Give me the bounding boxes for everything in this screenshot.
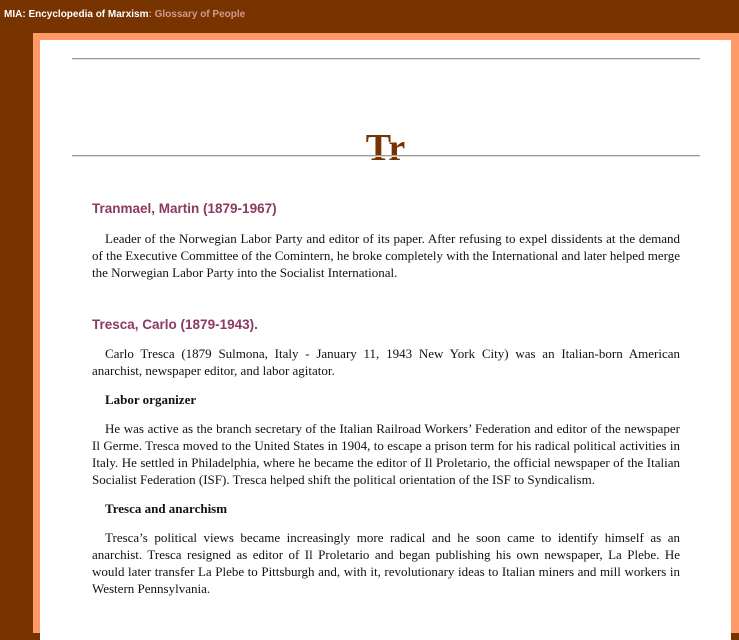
section-heading: Labor organizer xyxy=(105,392,197,407)
breadcrumb-separator: : xyxy=(22,9,29,20)
section-text: He was active as the branch secretary of the Italian Railroad Workers’ Federation and editor of the newspaper Il Germe. Tresca moved to the United States in 1904, to escape a prison term for his radical political activities in Italy. He settled in Philadelphia, where he became the editor of Il Proletario, the official newspaper of the Italian Socialist Federation (ISF). Tresca helped shift the political orientation of the ISF to Syndicalism. xyxy=(92,421,680,487)
page-content xyxy=(40,40,731,640)
entry-tresca xyxy=(92,317,680,597)
breadcrumb-separator: : xyxy=(148,9,155,20)
breadcrumb-encyclopedia-link[interactable]: Encyclopedia of Marxism xyxy=(28,9,149,20)
page-frame xyxy=(33,33,739,633)
divider xyxy=(72,155,700,157)
divider xyxy=(72,58,700,60)
breadcrumb-mia-link[interactable]: MIA xyxy=(4,9,23,20)
breadcrumb-current: Glossary of People xyxy=(154,9,246,20)
entry-text: Leader of the Norwegian Labor Party and editor of its paper. After refusing to expel dissidents at the demand of the Executive Committee of the Comintern, he broke completely with the International and later helped merge the Norwegian Labor Party into the Socialist International. xyxy=(92,231,680,280)
entry-name: Tranmael, Martin (1879-1967) xyxy=(92,201,277,216)
glossary-entries xyxy=(92,201,680,597)
entry-text: Carlo Tresca (1879 Sulmona, Italy - January 11, 1943 New York City) was an Italian-born American anarchist, newspaper editor, and labor agitator. xyxy=(92,346,680,378)
breadcrumb xyxy=(4,9,245,20)
section-heading: Tresca and anarchism xyxy=(105,501,228,516)
page-title: Tr xyxy=(365,127,406,169)
entry-name: Tresca, Carlo (1879-1943). xyxy=(92,317,258,332)
section-text: Tresca’s political views became increasingly more radical and he soon came to identify himself as an anarchist. Tresca resigned as editor of Il Proletario and began publishing his own newspaper, La Plebe. He would later transfer La Plebe to Pittsburgh and, with it, revolutionary ideas to Italian miners and mill workers in Western Pennsylvania. xyxy=(92,530,680,596)
entry-tranmael xyxy=(92,201,680,281)
